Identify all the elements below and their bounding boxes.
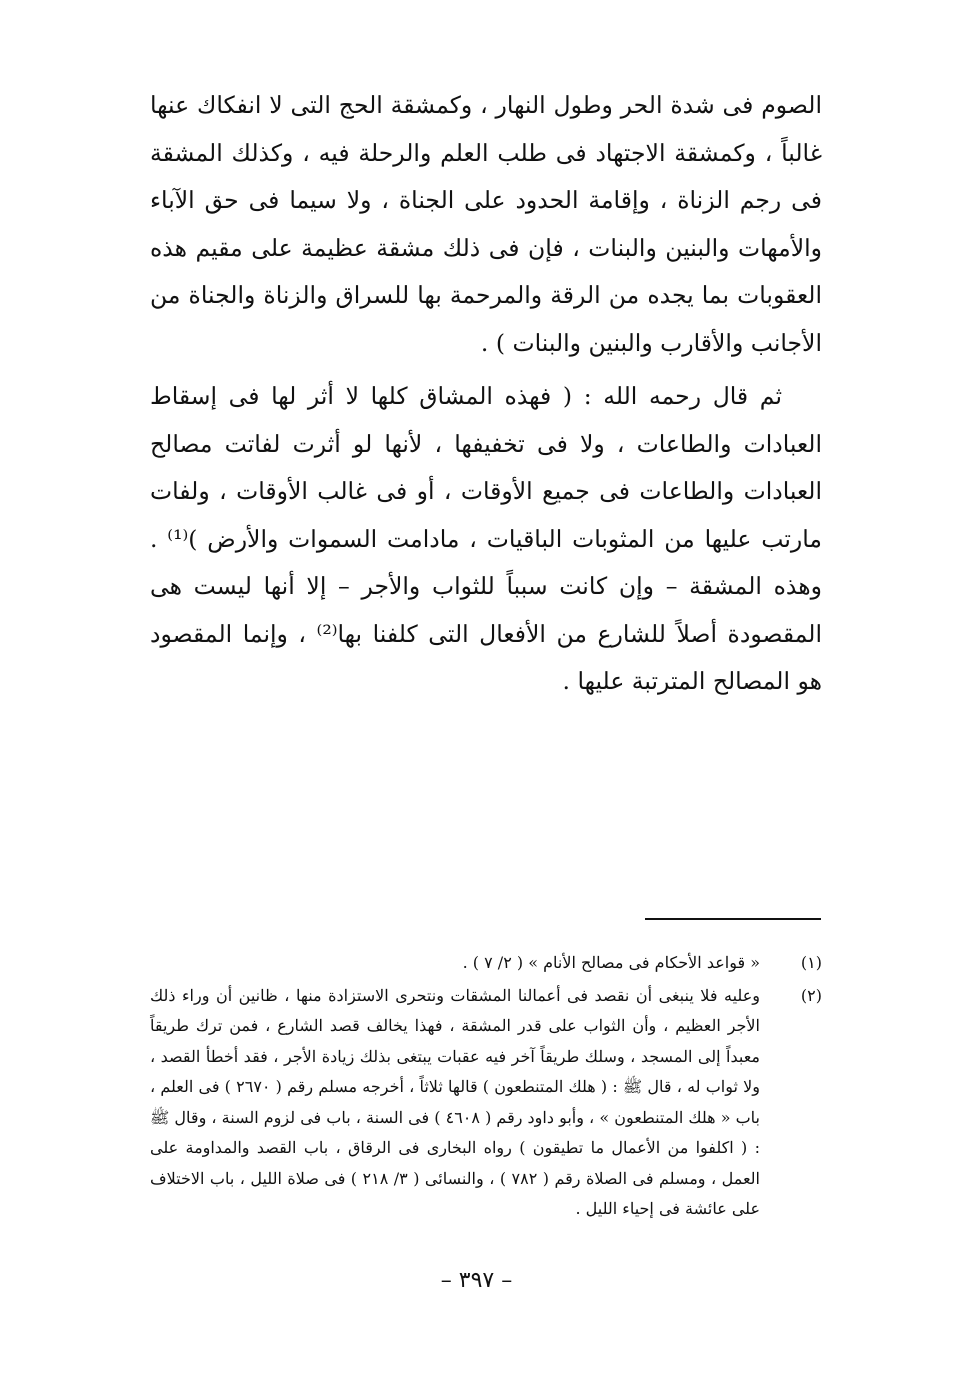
footnote-2 — [150, 981, 822, 1225]
footnote-text: وعليه فلا ينبغى أن نقصد فى أعمالنا المشقات ونتحرى الاستزادة منها ، ظانين أن وراء ذلك الأجر العظيم ، وأن الثواب على قدر المشقة ، فهذا يخالف قصد الشارع ، فمن ترك طريقاً معبداً إلى المسجد ، وسلك طريقاً آخر فيه عقبات يبتغى بذلك زيادة الأجر ، فقد أخطأ القصد ، ولا ثواب له ، قال ﷺ : ( هلك المتنطعون ) قالها ثلاثاً ، أخرجه مسلم رقم ( ٢٦٧٠ ) فى العلم ، باب « هلك المتنطعون » ، وأبو داود رقم ( ٤٦٠٨ ) فى السنة ، باب فى لزوم السنة ، وقال ﷺ : ( اكلفوا من الأعمال ما تطيقون ) رواه البخارى فى الرقاق ، باب القصد والمداومة على العمل ، ومسلم فى الصلاة رقم ( ٧٨٢ ) ، والنسائى ( ٣/ ٢١٨ ) فى صلاة الليل ، باب الاختلاف على عائشة فى إحياء الليل . — [150, 985, 761, 1218]
footnote-separator — [645, 918, 821, 920]
footnote-1 — [150, 948, 822, 979]
footnote-number: (١) — [800, 953, 822, 972]
footnote-number: (٢) — [800, 985, 822, 1005]
footnote-text: « قواعد الأحكام فى مصالح الأنام » ( ٢/ ٧ ) . — [462, 953, 760, 972]
main-text-body — [150, 82, 822, 706]
footnotes-section — [150, 948, 822, 1225]
paragraph: الصوم فى شدة الحر وطول النهار ، وكمشقة الحج التى لا انفكاك عنها غالباً ، وكمشقة الاجتهاد فى طلب العلم والرحلة فيه ، وكذلك المشقة فى رجم الزناة ، وإقامة الحدود على الجناة ، ولا سيما فى حق الآباء والأمهات والبنين والبنات ، فإن فى ذلك مشقة عظيمة على مقيم هذه العقوبات بما يجده من الرقة والمرحمة بها للسراق والزناة والجناة من الأجانب والأقارب والبنين والبنات ) . — [150, 91, 822, 357]
paragraph: ثم قال رحمه الله : ( فهذه المشاق كلها لا أثر لها فى إسقاط العبادات والطاعات ، ولا فى تخفيفها ، لأنها لو أثرت لفاتت مصالح العبادات والطاعات فى جميع الأوقات ، أو فى غالب الأوقات ، ولفات مارتب عليها من المثوبات الباقيات ، مادامت السموات والأرض )⁽¹⁾ . وهذه المشقة – وإن كانت سبباً للثواب والأجر – إلا أنها ليست هى المقصودة أصلاً للشارع من الأفعال التى كلفنا بها⁽²⁾ ، وإنما المقصود هو المصالح المترتبة عليها . — [150, 382, 823, 695]
page-number: – ٣٩٧ – — [440, 1268, 513, 1293]
